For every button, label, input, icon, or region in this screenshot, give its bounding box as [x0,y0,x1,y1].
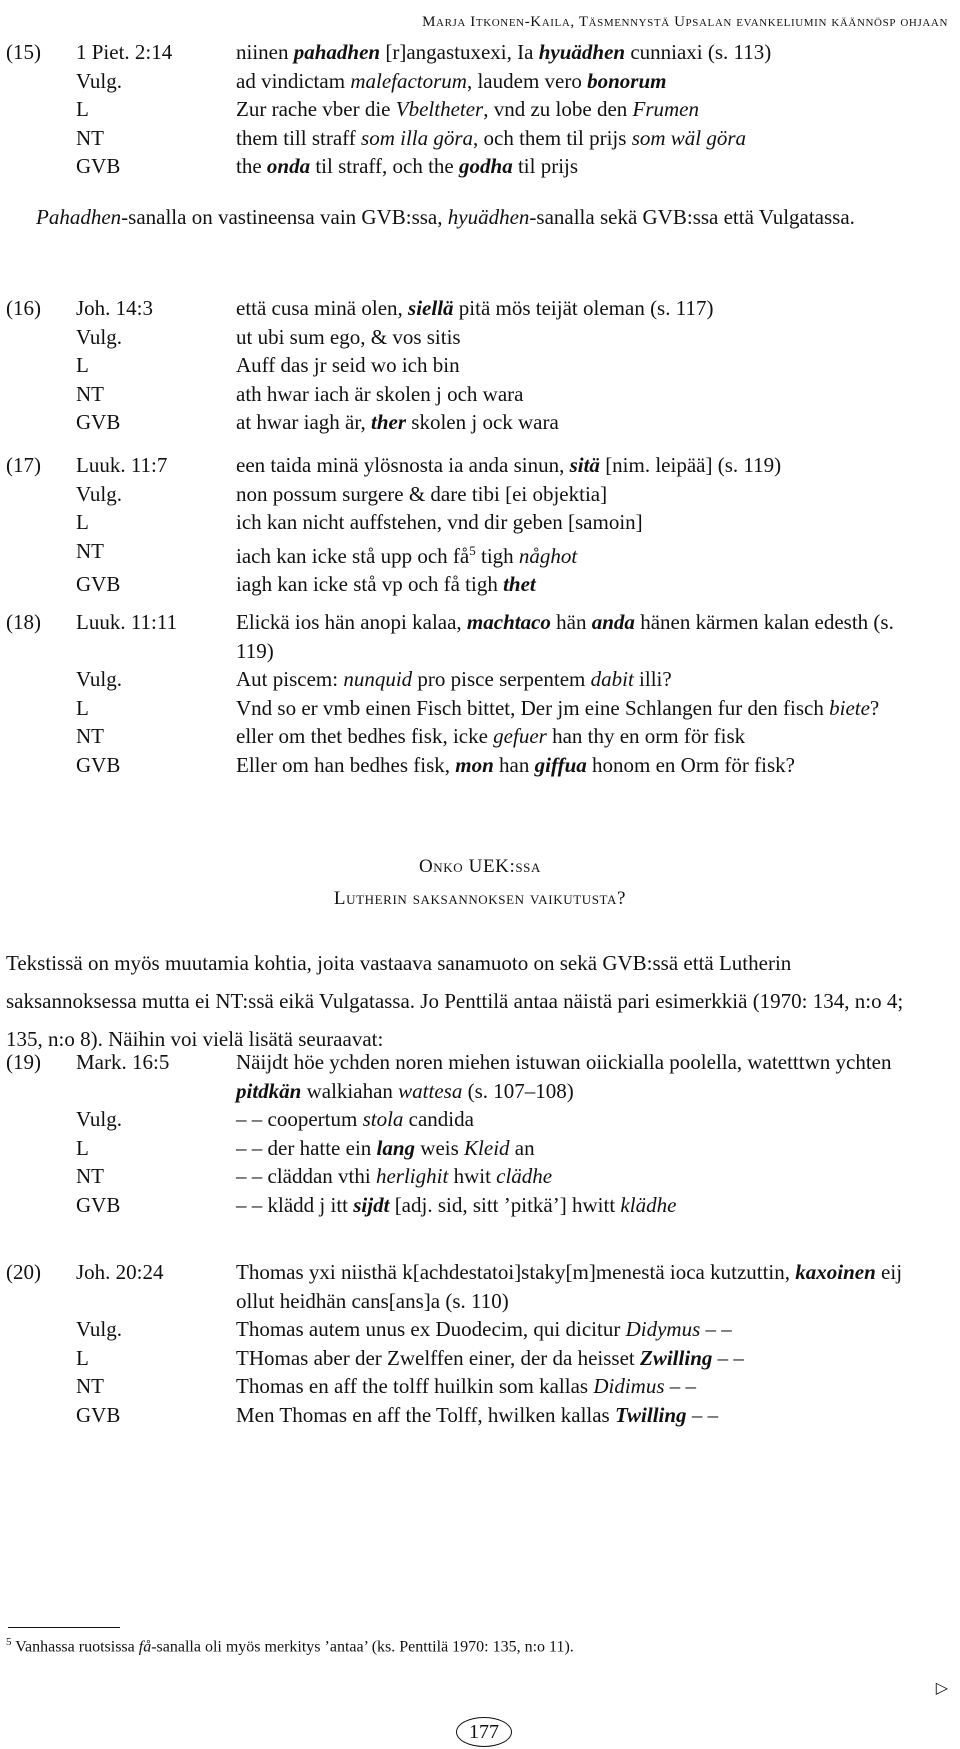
example-number: (18) [6,610,41,634]
example-19 [6,1048,926,1219]
example-row [6,152,926,181]
source-label: L [76,695,89,720]
source-label: NT [76,381,104,406]
example-number [6,1191,76,1220]
example-row [6,124,926,153]
example-number: (20) [6,1260,41,1284]
example-16 [6,294,926,437]
example-row [6,751,926,780]
example-row [6,323,926,352]
source-label: Luuk. 11:11 [76,610,178,634]
example-row [6,451,926,480]
source-label: NT [76,724,104,748]
example-row [6,1372,926,1401]
example-number [6,1134,76,1163]
example-text: eller om thet bedhes fisk, icke gefuer han thy en orm för fisk [236,724,746,748]
page-number: 177 [456,1717,512,1747]
example-row [6,1315,926,1344]
example-number: (17) [6,453,41,477]
source-label: Vulg. [76,68,122,93]
example-number [6,508,76,537]
source-label: 1 Piet. 2:14 [76,40,173,64]
example-row [6,1105,926,1134]
example-number: (19) [6,1050,41,1074]
example-row [6,351,926,380]
example-row [6,1048,926,1105]
example-row [6,408,926,437]
example-text: Thomas autem unus ex Duodecim, qui dicitur Didymus – – [236,1317,732,1341]
example-number [6,351,76,380]
source-label: Luuk. 11:7 [76,453,168,477]
source-label: Vulg. [76,324,122,349]
source-label: NT [76,1374,104,1398]
source-label: GVB [76,1402,121,1427]
example-text: them till straff som illa göra, och them til prijs som wäl göra [236,125,747,150]
example-text: Thomas yxi niisthä k[achdestatoi]staky[m]menestä ioca kutzuttin, kaxoinen eij ollut heidhän cans[ans]a (s. 110) [236,1260,903,1313]
source-label: Joh. 14:3 [76,296,154,320]
source-label: GVB [76,572,121,596]
example-number [6,95,76,124]
example-text: ich kan nicht auffstehen, vnd dir geben [samoin] [236,510,643,534]
footnote-5: $^5$ Vanhassa ruotsissa få-sanalla oli myös merkitys ’antaa’ (ks. Penttilä 1970: 135, n:o 11). [6,1636,574,1656]
example-number [6,480,76,509]
source-label: L [76,510,89,534]
source-label: Vulg. [76,667,122,691]
example-text: Auff das jr seid wo ich bin [236,353,460,377]
example-number [6,722,76,751]
example-text: non possum surgere & dare tibi [ei objektia] [236,481,608,506]
section-heading-line2: Lutherin saksannoksen vaikutusta? [333,888,627,909]
example-number [6,67,76,96]
example-row [6,722,926,751]
example-text: Vnd so er vmb einen Fisch bittet, Der jm eine Schlangen fur den fisch biete? [236,695,880,720]
example-row [6,67,926,96]
example-row [6,1258,926,1315]
source-label: L [76,1345,89,1370]
example-18 [6,608,926,779]
next-page-arrow-icon[interactable]: ▷ [935,1680,948,1697]
source-label: NT [76,1164,104,1188]
source-label: Vulg. [76,1317,122,1341]
example-number [6,1401,76,1430]
source-label: L [76,1135,89,1160]
source-label: GVB [76,752,121,777]
source-label: GVB [76,154,121,178]
example-text: – – coopertum stola candida [236,1107,474,1131]
example-number [6,570,76,599]
section-heading-line1: Onko UEK:ssa [418,856,541,877]
example-text: ut ubi sum ego, & vos sitis [236,324,461,349]
example-row [6,508,926,537]
example-row [6,608,926,665]
source-label: Vulg. [76,481,122,506]
example-number [6,1372,76,1401]
example-text: the onda til straff, och the godha til prijs [236,154,579,178]
example-row [6,665,926,694]
example-row [6,1191,926,1220]
example-text: een taida minä ylösnosta ia anda sinun, sitä [nim. leipää] (s. 119) [236,453,782,477]
example-text: ad vindictam malefactorum, laudem vero bonorum [236,68,667,93]
example-row [6,380,926,409]
example-number [6,152,76,181]
example-text: Elickä ios hän anopi kalaa, machtaco hän anda hänen kärmen kalan edesth (s. 119) [236,610,894,663]
example-text: Men Thomas en aff the Tolff, hwilken kallas Twilling – – [236,1402,719,1427]
example-text: iagh kan icke stå vp och få tigh thet [236,572,536,596]
example-row [6,38,926,67]
example-number [6,537,76,571]
example-row [6,694,926,723]
example-text: THomas aber der Zwelffen einer, der da heisset Zwilling – – [236,1345,744,1370]
example-text: – – der hatte ein lang weis Kleid an [236,1135,535,1160]
example-text: niinen pahadhen [r]angastuxexi, Ia hyuädhen cunniaxi (s. 113) [236,40,772,64]
example-row [6,537,926,571]
example-number [6,1162,76,1191]
source-label: L [76,353,89,377]
example-number [6,323,76,352]
example-text: Eller om han bedhes fisk, mon han giffua honom en Orm för fisk? [236,752,795,777]
example-text: Thomas en aff the tolff huilkin som kallas Didimus – – [236,1374,697,1398]
example-row [6,1344,926,1373]
example-number [6,380,76,409]
source-label: NT [76,125,104,150]
running-header: Marja Itkonen-Kaila, Täsmennystä Upsalan evankeliumin käännösp ohjaan [422,14,948,30]
paragraph-pahadhen: Pahadhen-sanalla on vastineensa vain GVB:ssa, hyuädhen-sanalla sekä GVB:ssa että Vulgatassa. [36,205,855,229]
source-label: NT [76,538,104,563]
example-number [6,665,76,694]
example-text: Zur rache vber die Vbeltheter, vnd zu lobe den Frumen [236,97,700,121]
example-number [6,124,76,153]
example-number [6,694,76,723]
example-text: Aut piscem: nunquid pro pisce serpentem dabit illi? [236,667,672,691]
example-number [6,1344,76,1373]
example-text: Näijdt höe ychden noren miehen istuwan oiickialla poolella, watetttwn ychten pitdkän walkiahan wattesa (s. 107–108) [236,1050,892,1103]
example-text: at hwar iagh är, ther skolen j ock wara [236,410,559,434]
example-number [6,1105,76,1134]
example-row [6,570,926,599]
source-label: GVB [76,410,121,434]
footnote-rule [8,1627,120,1628]
example-number [6,1315,76,1344]
source-label: L [76,97,89,121]
example-20 [6,1258,926,1429]
example-row [6,95,926,124]
example-number: (15) [6,40,41,64]
source-label: Joh. 20:24 [76,1260,164,1284]
source-label: GVB [76,1192,121,1217]
example-row [6,480,926,509]
source-label: Mark. 16:5 [76,1050,170,1074]
example-row [6,1401,926,1430]
example-number [6,751,76,780]
example-17 [6,451,926,599]
example-number [6,408,76,437]
example-number: (16) [6,296,41,320]
example-text: iach kan icke stå upp och $få^5$ tigh någhot [236,542,578,568]
example-text: – – cläddan vthi herlighit hwit clädhe [236,1164,553,1188]
paragraph-intro: Tekstissä on myös muutamia kohtia, joita vastaava sanamuoto on sekä GVB:ssä että Lutherin saksannoksessa mutta ei NT:ssä eikä Vulgatassa. Jo Penttilä antaa näistä pari esimerkkiä (1970: 134, n:o 4; 135, n:o 8). Näihin voi vielä lisätä seuraavat: [6,951,904,1051]
example-row [6,1162,926,1191]
source-label: Vulg. [76,1107,122,1131]
example-text: ath hwar iach är skolen j och wara [236,381,524,406]
example-text: – – klädd j itt sijdt [adj. sid, sitt ’pitkä’] hwitt klädhe [236,1192,677,1217]
example-text: että cusa minä olen, siellä pitä mös teijät oleman (s. 117) [236,296,714,320]
example-15 [6,38,926,181]
example-row [6,1134,926,1163]
example-row [6,294,926,323]
